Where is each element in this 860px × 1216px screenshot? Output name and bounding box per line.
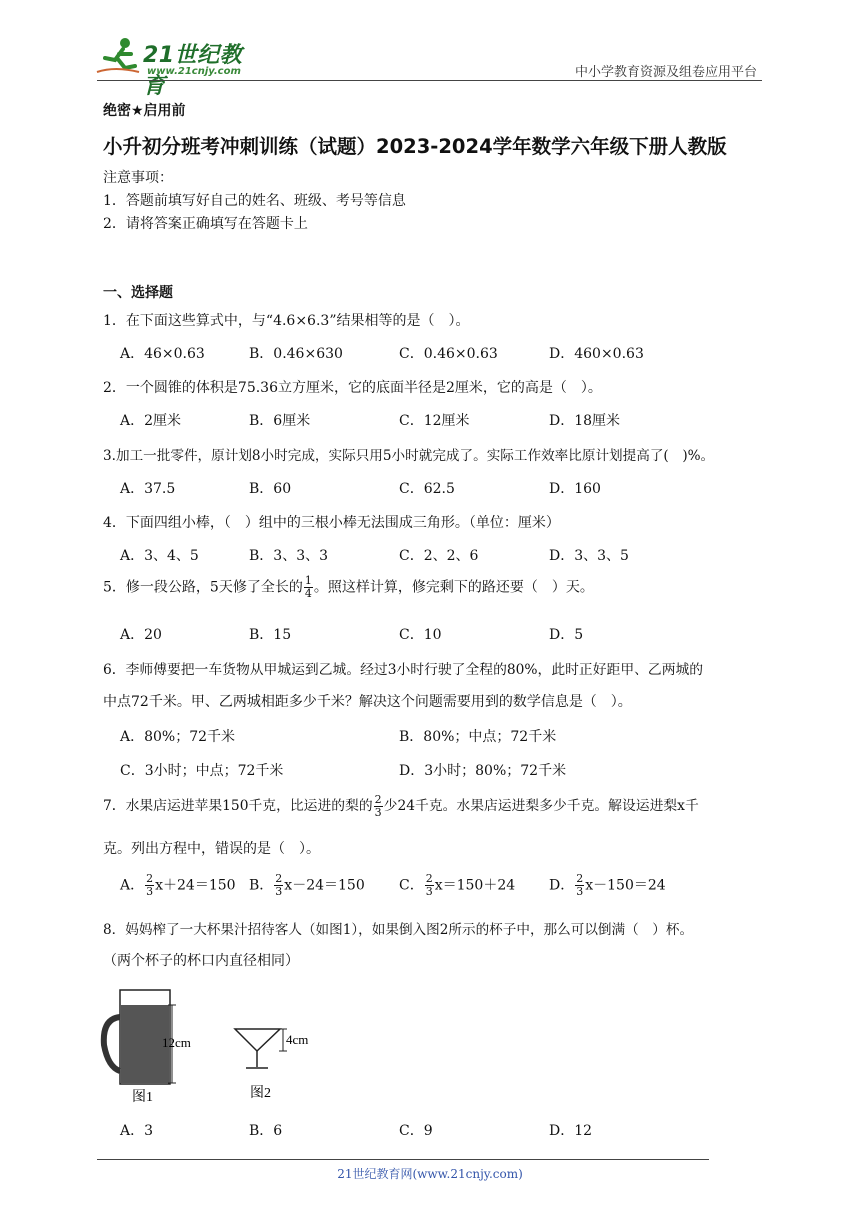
option: D．18厘米 (549, 413, 621, 429)
option-text: x－150＝24 (585, 877, 666, 894)
question-4: 4．下面四组小棒，（ ）组中的三根小棒无法围成三角形。（单位：厘米） (103, 515, 560, 531)
option-text: x＋24＝150 (155, 877, 236, 894)
notice-heading: 注意事项： (103, 170, 173, 186)
logo-url: www.21cnjy.com (147, 66, 241, 77)
fraction (575, 873, 584, 898)
fraction (145, 873, 154, 898)
option (120, 873, 236, 898)
option: D．5 (549, 627, 584, 643)
fraction (374, 794, 383, 819)
denominator: 3 (275, 885, 283, 898)
question-text: 5．修一段公路，5天修了全长的 (103, 579, 303, 596)
numerator: 2 (146, 872, 154, 885)
option: B．3、3、3 (249, 548, 329, 564)
option: D．3小时；80%；72千米 (399, 763, 567, 779)
option: D．12 (549, 1123, 593, 1139)
section-title: 一、选择题 (103, 285, 173, 301)
fig1-height-label: 12cm (162, 1035, 191, 1050)
header-divider (97, 80, 762, 81)
question-text: 少24千克。水果店运进梨多少千克。解设运进梨x千 (383, 798, 699, 814)
numerator: 2 (576, 872, 584, 885)
footer-link[interactable]: 21世纪教育网(www.21cnjy.com) (337, 1167, 523, 1181)
option (249, 873, 365, 898)
question-text: 7．水果店运进苹果150千克，比运进的梨的 (103, 798, 373, 814)
notice-item: 1．答题前填写好自己的姓名、班级、考号等信息 (103, 193, 406, 209)
page-title: 小升初分班考冲刺训练（试题）2023-2024学年数学六年级下册人教版 (103, 135, 727, 158)
denominator: 3 (425, 885, 433, 898)
option: A．80%；72千米 (120, 729, 236, 745)
option-letter: C． (399, 877, 424, 894)
question-text: 。照这样计算，修完剩下的路还要（ ）天。 (313, 579, 594, 596)
option (399, 873, 515, 898)
option-letter: D． (549, 877, 575, 894)
option: B．6 (249, 1123, 283, 1139)
fraction (274, 873, 283, 898)
option: A．20 (120, 627, 162, 643)
question-2: 2．一个圆锥的体积是75.36立方厘米，它的底面半径是2厘米，它的高是（ ）。 (103, 380, 602, 396)
option: C．0.46×0.63 (399, 346, 498, 362)
question-7-line2: 克。列出方程中，错误的是（ ）。 (103, 841, 320, 857)
option: B．15 (249, 627, 292, 643)
numerator: 1 (304, 574, 312, 587)
fig1-label: 图1 (132, 1090, 153, 1105)
question-3: 3.加工一批零件，原计划8小时完成，实际只用5小时就完成了。实际工作效率比原计划提高了( )%。 (103, 448, 715, 464)
logo (95, 36, 255, 99)
option: C．10 (399, 627, 442, 643)
fraction (304, 575, 313, 600)
option: B．0.46×630 (249, 346, 343, 362)
fraction (425, 873, 434, 898)
option: D．160 (549, 481, 601, 497)
question-1: 1．在下面这些算式中，与“4.6×6.3”结果相等的是（ ）。 (103, 313, 470, 329)
cone-cup-icon (235, 1029, 287, 1068)
question-6-line2: 中点72千米。甲、乙两城相距多少千米？解决这个问题需要用到的数学信息是（ ）。 (103, 694, 632, 710)
cups-figure (100, 985, 340, 1105)
option: A．3 (120, 1123, 154, 1139)
option: A．3、4、5 (120, 548, 199, 564)
notice-item: 2．请将答案正确填写在答题卡上 (103, 216, 308, 232)
denominator: 4 (304, 587, 312, 600)
denominator: 3 (576, 885, 584, 898)
logo-text: 21世纪教育 (143, 43, 243, 99)
fig2-label: 图2 (250, 1086, 271, 1101)
option-text: x－24＝150 (284, 877, 365, 894)
question-6: 6．李师傅要把一车货物从甲城运到乙城。经过3小时行驶了全程的80%，此时正好距甲、乙两城的 (103, 662, 704, 678)
option: A．37.5 (120, 481, 176, 497)
question-7 (103, 794, 699, 819)
denominator: 3 (146, 885, 154, 898)
option: C．2、2、6 (399, 548, 479, 564)
option: C．9 (399, 1123, 433, 1139)
option: B．80%；中点；72千米 (399, 729, 557, 745)
platform-label: 中小学教育资源及组卷应用平台 (574, 65, 757, 80)
fig2-height-label: 4cm (286, 1032, 309, 1047)
footer-divider (97, 1159, 709, 1160)
denominator: 3 (374, 806, 382, 819)
numerator: 2 (374, 793, 382, 806)
option: A．2厘米 (120, 413, 182, 429)
option-text: x＝150＋24 (434, 877, 516, 894)
numerator: 2 (425, 872, 433, 885)
option-letter: A． (120, 877, 145, 894)
option: C．12厘米 (399, 413, 470, 429)
question-5 (103, 575, 594, 600)
option: C．3小时；中点；72千米 (120, 763, 284, 779)
option (549, 873, 666, 898)
question-8-line2: （两个杯子的杯口内直径相同） (103, 953, 299, 969)
option: C．62.5 (399, 481, 455, 497)
option: D．3、3、5 (549, 548, 629, 564)
numerator: 2 (275, 872, 283, 885)
option: D．460×0.63 (549, 346, 644, 362)
runner-logo-icon (95, 36, 143, 78)
notice (103, 167, 406, 236)
confidential-label: 绝密★启用前 (103, 103, 186, 119)
question-8: 8．妈妈榨了一大杯果汁招待客人（如图1），如果倒入图2所示的杯子中，那么可以倒满（ ）杯。 (103, 922, 694, 938)
option: B．6厘米 (249, 413, 311, 429)
option: B．60 (249, 481, 292, 497)
option-letter: B． (249, 877, 274, 894)
option: A．46×0.63 (120, 346, 205, 362)
